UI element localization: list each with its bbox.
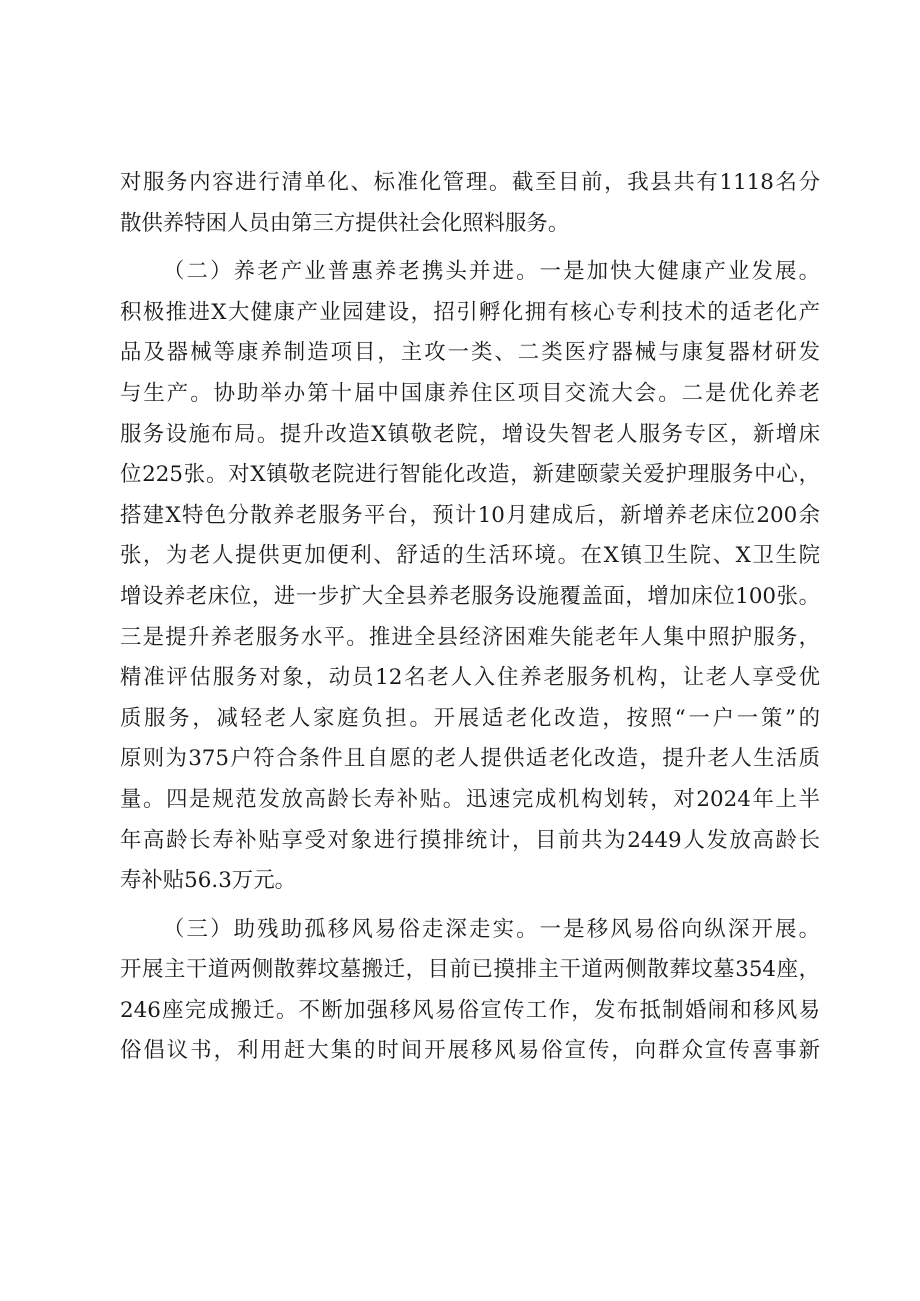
text-line: 位225张。对X镇敬老院进行智能化改造，新建颐蒙关爱护理服务中心， (120, 462, 820, 488)
section-heading-line: （二）养老产业普惠养老携头并进。一是加快大健康产业发展。 (163, 259, 820, 285)
paragraph-section-3 (120, 910, 820, 1072)
text-line: 三是提升养老服务水平。推进全县经济困难失能老年人集中照护服务， (120, 624, 820, 650)
text-line: 搭建X特色分散养老服务平台，预计10月建成后，新增养老床位200余 (120, 502, 820, 528)
text-line: 量。四是规范发放高龄长寿补贴。迅速完成机构划转，对2024年上半 (120, 786, 820, 812)
text-line: 寿补贴56.3万元。 (120, 868, 296, 894)
text-line: 积极推进X大健康产业园建设，招引孵化拥有核心专利技术的适老化产 (120, 299, 820, 325)
text-line: 开展主干道两侧散葬坟墓搬迁，目前已摸排主干道两侧散葬坟墓354座， (120, 957, 820, 983)
text-line: 散供养特困人员由第三方提供社会化照料服务。 (120, 210, 570, 236)
text-line: 品及器械等康养制造项目，主攻一类、二类医疗器械与康复器材研发 (120, 340, 820, 366)
text-line: 精准评估服务对象，动员12名老人入住养老服务机构，让老人享受优 (120, 665, 820, 691)
text-line: 增设养老床位，进一步扩大全县养老服务设施覆盖面，增加床位100张。 (120, 583, 820, 609)
paragraph-continuation (120, 163, 820, 244)
text-line: 与生产。协助举办第十届中国康养住区项目交流大会。二是优化养老 (120, 380, 820, 406)
text-line: 246座完成搬迁。不断加强移风易俗宣传工作，发布抵制婚闹和移风易 (120, 997, 820, 1023)
text-line: 原则为375户符合条件且自愿的老人提供适老化改造，提升老人生活质 (120, 746, 820, 772)
text-line: 对服务内容进行清单化、标准化管理。截至目前，我县共有1118名分 (120, 170, 820, 195)
text-line: 质服务，减轻老人家庭负担。开展适老化改造，按照“一户一策”的 (120, 705, 820, 731)
document-body (120, 163, 820, 1072)
text-line: 张，为老人提供更加便利、舒适的生活环境。在X镇卫生院、X卫生院 (120, 543, 820, 569)
section-heading-line: （三）助残助孤移风易俗走深走实。一是移风易俗向纵深开展。 (163, 916, 820, 942)
text-line: 俗倡议书，利用赶大集的时间开展移风易俗宣传，向群众宣传喜事新 (120, 1038, 820, 1064)
paragraph-section-2 (120, 252, 820, 902)
text-line: 服务设施布局。提升改造X镇敬老院，增设失智老人服务专区，新增床 (120, 421, 820, 447)
text-line: 年高龄长寿补贴享受对象进行摸排统计，目前共为2449人发放高龄长 (120, 827, 820, 853)
